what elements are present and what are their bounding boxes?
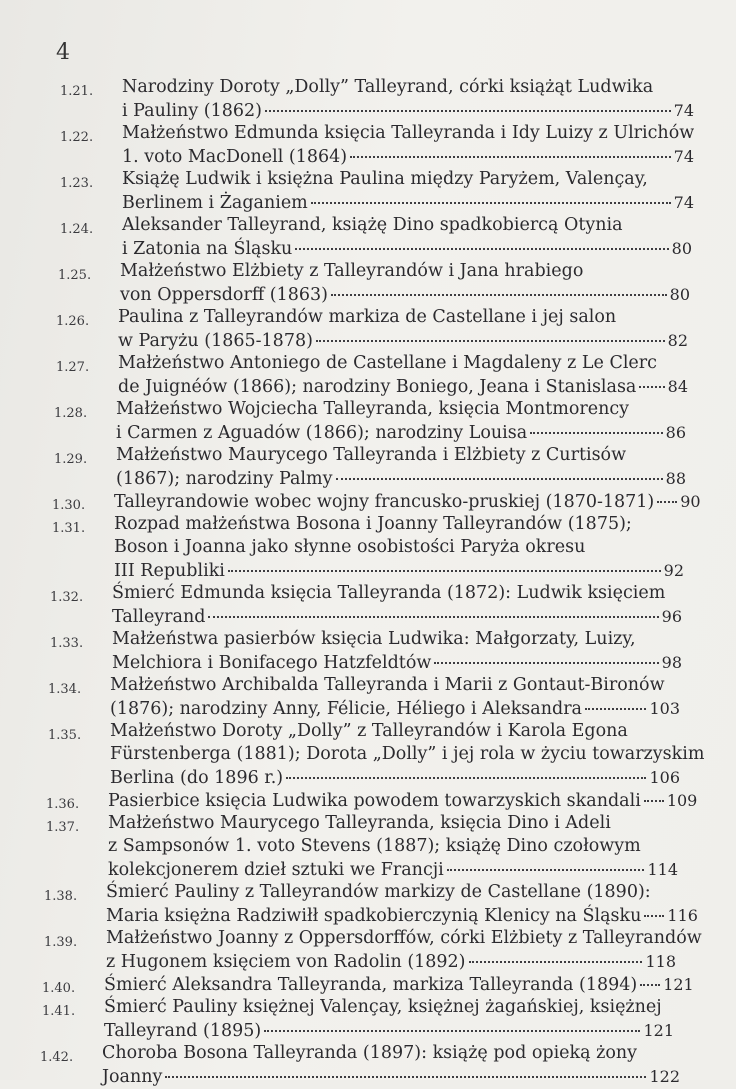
- toc-entry-line: [110, 766, 680, 790]
- toc-entry-number: 1.37.: [46, 820, 80, 835]
- toc-entry-title: [110, 720, 705, 790]
- toc-entry-line: [112, 605, 682, 629]
- toc-entry-line: Narodziny Doroty „Dolly” Talleyrand, córki książąt Ludwika: [122, 77, 654, 97]
- toc-entry-line: [106, 904, 698, 928]
- toc-entry-line-text: z Hugonem księciem von Radolin (1892): [106, 952, 466, 972]
- toc-entry-title: [114, 490, 701, 514]
- toc-entry-page: 116: [667, 906, 698, 925]
- toc-entry-number: 1.41.: [42, 1004, 76, 1019]
- toc-entry-line-text: Talleyrand (1895): [104, 1021, 262, 1041]
- toc-entry-page: 96: [661, 607, 682, 626]
- toc-entry-page: 92: [663, 561, 684, 580]
- toc-entry-line-text: i Pauliny (1862): [122, 101, 262, 121]
- dot-leader: [434, 662, 658, 664]
- toc-entry-title: [114, 513, 684, 583]
- toc-entry-line: [122, 237, 692, 261]
- toc-entry-line: [102, 1065, 680, 1089]
- dot-leader: [657, 501, 677, 503]
- toc-entry-number: 1.24.: [60, 222, 94, 237]
- toc-entry-page: 121: [663, 975, 694, 994]
- toc-entry-number: 1.34.: [48, 682, 82, 697]
- toc-entry-line: [112, 651, 682, 675]
- toc-entry-line: Małżeństwo Maurycego Talleyranda, księcia Dino i Adeli: [108, 813, 611, 833]
- dot-leader: [639, 386, 664, 388]
- toc-entry-line: [116, 467, 686, 491]
- toc-entry-page: 122: [649, 1067, 680, 1086]
- dot-leader: [585, 708, 646, 710]
- toc-entry-page: 121: [643, 1021, 674, 1040]
- dot-leader: [644, 800, 664, 802]
- toc-entry-line-text: (1867); narodziny Palmy: [116, 469, 333, 489]
- toc-entry-page: 80: [671, 239, 692, 258]
- toc-entry-line: [122, 145, 694, 169]
- toc-entry-line: Aleksander Talleyrand, książę Dino spadkobiercą Otynia: [122, 215, 623, 235]
- toc-entry-line: [114, 490, 701, 514]
- dot-leader: [295, 248, 668, 250]
- toc-entry-page: 88: [665, 469, 686, 488]
- toc-entry-line: Małżeństwo Maurycego Talleyranda i Elżbiety z Curtisów: [116, 445, 627, 465]
- toc-entry-title: [120, 260, 690, 307]
- toc-entry-line: [118, 375, 688, 399]
- toc-entry-line: z Sampsonów 1. voto Stevens (1887); książę Dino czołowym: [108, 836, 641, 856]
- toc-entry-line-text: Talleyrand: [112, 607, 206, 627]
- toc-entry-line: Fürstenberga (1881); Dorota „Dolly” i jej rola w życiu towarzyskim: [110, 744, 705, 764]
- toc-entry-line: Małżeństwa pasierbów księcia Ludwika: Małgorzaty, Luizy,: [112, 629, 636, 649]
- toc-entry-line-text: Joanny: [102, 1067, 163, 1087]
- toc-entry-line-text: Maria księżna Radziwiłł spadkobierczynią Klenicy na Śląsku: [106, 906, 642, 926]
- toc-entry-line: Choroba Bosona Talleyranda (1897): książę pod opieką żony: [102, 1043, 638, 1063]
- toc-entry-line-text: i Zatonia na Śląsku: [122, 239, 293, 259]
- toc-entry-line: [106, 950, 676, 974]
- dot-leader: [311, 202, 671, 204]
- toc-entry-number: 1.28.: [54, 406, 88, 421]
- toc-entry-page: 109: [666, 791, 698, 810]
- toc-entry-number: 1.21.: [60, 84, 94, 99]
- toc-entry-line-text: Talleyrandowie wobec wojny francusko-pruskiej (1870-1871): [114, 492, 655, 512]
- dot-leader: [208, 616, 658, 618]
- toc-entry-number: 1.27.: [56, 360, 90, 375]
- toc-entry-line: Śmierć Pauliny księżnej Valençay, księżnej żagańskiej, księżnej: [104, 997, 662, 1017]
- page-number: 4: [56, 40, 70, 65]
- toc-entry-line-text: (1876); narodziny Anny, Félicie, Héliego i Aleksandra: [110, 699, 582, 719]
- toc-entry-line: Małżeństwo Edmunda księcia Talleyranda i Idy Luizy z Ulrichów: [122, 123, 695, 143]
- toc-entry-number: 1.26.: [56, 314, 90, 329]
- toc-entry-line-text: kolekcjonerem dzieł sztuki we Francji: [108, 860, 444, 880]
- dot-leader: [228, 570, 661, 572]
- toc-entry-line: [108, 789, 698, 813]
- dot-leader: [264, 1030, 640, 1032]
- toc-entry-line: [110, 697, 680, 721]
- toc-entry-number: 1.39.: [44, 935, 78, 950]
- toc-entry-line: Książę Ludwik i księżna Paulina między Paryżem, Valençay,: [122, 169, 648, 189]
- dot-leader: [350, 156, 671, 158]
- toc-entry-line: Małżeństwo Elżbiety z Talleyrandów i Jana hrabiego: [120, 261, 584, 281]
- toc-entry-line: [116, 421, 686, 445]
- toc-entry-page: 98: [661, 653, 682, 672]
- toc-entry-number: 1.30.: [52, 498, 86, 513]
- toc-entry-number: 1.33.: [50, 636, 84, 651]
- toc-entry-title: [116, 398, 686, 445]
- toc-entry-number: 1.31.: [52, 521, 86, 536]
- toc-entry-number: 1.42.: [40, 1050, 74, 1065]
- toc-entry-line-text: i Carmen z Aguadów (1866); narodziny Louisa: [116, 423, 528, 443]
- toc-entry-line: [104, 1019, 674, 1043]
- toc-entry-line: [118, 329, 688, 353]
- toc-entry-line-text: Melchiora i Bonifacego Hatzfeldtów: [112, 653, 432, 673]
- toc-entry-title: [118, 306, 688, 353]
- toc-entry-title: [118, 352, 688, 399]
- toc-entry-number: 1.35.: [48, 728, 82, 743]
- toc-entry-line-text: von Oppersdorff (1863): [120, 285, 329, 305]
- toc-entry-line: [122, 99, 694, 123]
- toc-entry-line-text: w Paryżu (1865-1878): [118, 331, 313, 351]
- toc-entry-page: 74: [673, 193, 694, 212]
- toc-entry-page: 80: [669, 285, 690, 304]
- toc-entry-line: [122, 191, 694, 215]
- toc-entry-line: [114, 559, 684, 583]
- toc-entry-line: Śmierć Edmunda księcia Talleyranda (1872): Ludwik księciem: [112, 583, 666, 603]
- toc-entry-line: [104, 973, 694, 997]
- toc-entry-page: 74: [673, 101, 694, 120]
- toc-entry-title: [108, 812, 678, 882]
- dot-leader: [644, 915, 664, 917]
- toc-entry-number: 1.38.: [44, 889, 78, 904]
- dot-leader: [336, 478, 663, 480]
- toc-entry-title: [110, 674, 680, 721]
- toc-entry-title: [122, 76, 694, 123]
- toc-entry-title: [102, 1042, 680, 1089]
- dot-leader: [447, 869, 645, 871]
- toc-entry-page: 114: [647, 860, 678, 879]
- toc-entry-number: 1.22.: [60, 130, 94, 145]
- toc-entry-page: 84: [667, 377, 688, 396]
- toc-entry-page: 103: [649, 699, 680, 718]
- toc-entry-number: 1.40.: [42, 981, 76, 996]
- toc-entry-title: [122, 214, 692, 261]
- toc-entry-line-text: 1. voto MacDonell (1864): [122, 147, 348, 167]
- toc-entry-line: Małżeństwo Antoniego de Castellane i Magdaleny z Le Clerc: [118, 353, 657, 373]
- toc-entry-page: 74: [673, 147, 694, 166]
- toc-entry-page: 118: [645, 952, 676, 971]
- toc-entry-line: Rozpad małżeństwa Bosona i Joanny Talleyrandów (1875);: [114, 514, 632, 534]
- toc-entry-page: 86: [665, 423, 686, 442]
- dot-leader: [640, 984, 660, 986]
- toc-entry-title: [122, 122, 694, 169]
- toc-entry-number: 1.32.: [50, 590, 84, 605]
- toc-entry-title: [106, 881, 698, 928]
- toc-entry-number: 1.25.: [58, 268, 92, 283]
- toc-entry-page: 90: [680, 492, 701, 511]
- dot-leader: [331, 294, 667, 296]
- dot-leader: [469, 961, 643, 963]
- toc-entry-page: 106: [649, 768, 680, 787]
- toc-entry-number: 1.23.: [60, 176, 94, 191]
- toc-entry-line-text: de Juignéów (1866); narodziny Boniego, Jeana i Stanislasa: [118, 377, 637, 397]
- toc-entry-line-text: Śmierć Aleksandra Talleyranda, markiza Talleyranda (1894): [104, 975, 638, 995]
- toc-entry-title: [104, 973, 694, 997]
- dot-leader: [530, 432, 662, 434]
- toc-entry-line-text: Berlinem i Żaganiem: [122, 193, 308, 213]
- toc-entry-line: Śmierć Pauliny z Talleyrandów markizy de Castellane (1890):: [106, 882, 651, 902]
- toc-entry-number: 1.29.: [54, 452, 88, 467]
- toc-entry-line: Paulina z Talleyrandów markiza de Castellane i jej salon: [118, 307, 617, 327]
- toc-entry-title: [122, 168, 694, 215]
- dot-leader: [265, 110, 671, 112]
- toc-entry-title: [106, 927, 702, 974]
- toc-entry-title: [116, 444, 686, 491]
- toc-entry-line: Małżeństwo Doroty „Dolly” z Talleyrandów i Karola Egona: [110, 721, 628, 741]
- toc-entry-line: Małżeństwo Archibalda Talleyranda i Marii z Gontaut-Bironów: [110, 675, 665, 695]
- toc-entry-line-text: III Republiki: [114, 561, 225, 581]
- dot-leader: [316, 340, 665, 342]
- toc-entry-line: Boson i Joanna jako słynne osobistości Paryża okresu: [114, 537, 586, 557]
- toc-entry-line-text: Berlina (do 1896 r.): [110, 768, 284, 788]
- dot-leader: [286, 777, 646, 779]
- toc-entry-title: [112, 582, 682, 629]
- toc-entry-page: 82: [667, 331, 688, 350]
- toc-entry-line: [120, 283, 690, 307]
- toc-entry-number: 1.36.: [46, 797, 80, 812]
- toc-entry-title: [108, 789, 698, 813]
- toc-entry-line: [108, 858, 678, 882]
- toc-entry-title: [104, 996, 674, 1043]
- toc-entry-line-text: Pasierbice księcia Ludwika powodem towarzyskich skandali: [108, 791, 641, 811]
- toc-entry-title: [112, 628, 682, 675]
- toc-entry-line: Małżeństwo Wojciecha Talleyranda, księcia Montmorency: [116, 399, 630, 419]
- toc-entry-line: Małżeństwo Joanny z Oppersdorffów, córki Elżbiety z Talleyrandów: [106, 928, 702, 948]
- dot-leader: [165, 1076, 646, 1078]
